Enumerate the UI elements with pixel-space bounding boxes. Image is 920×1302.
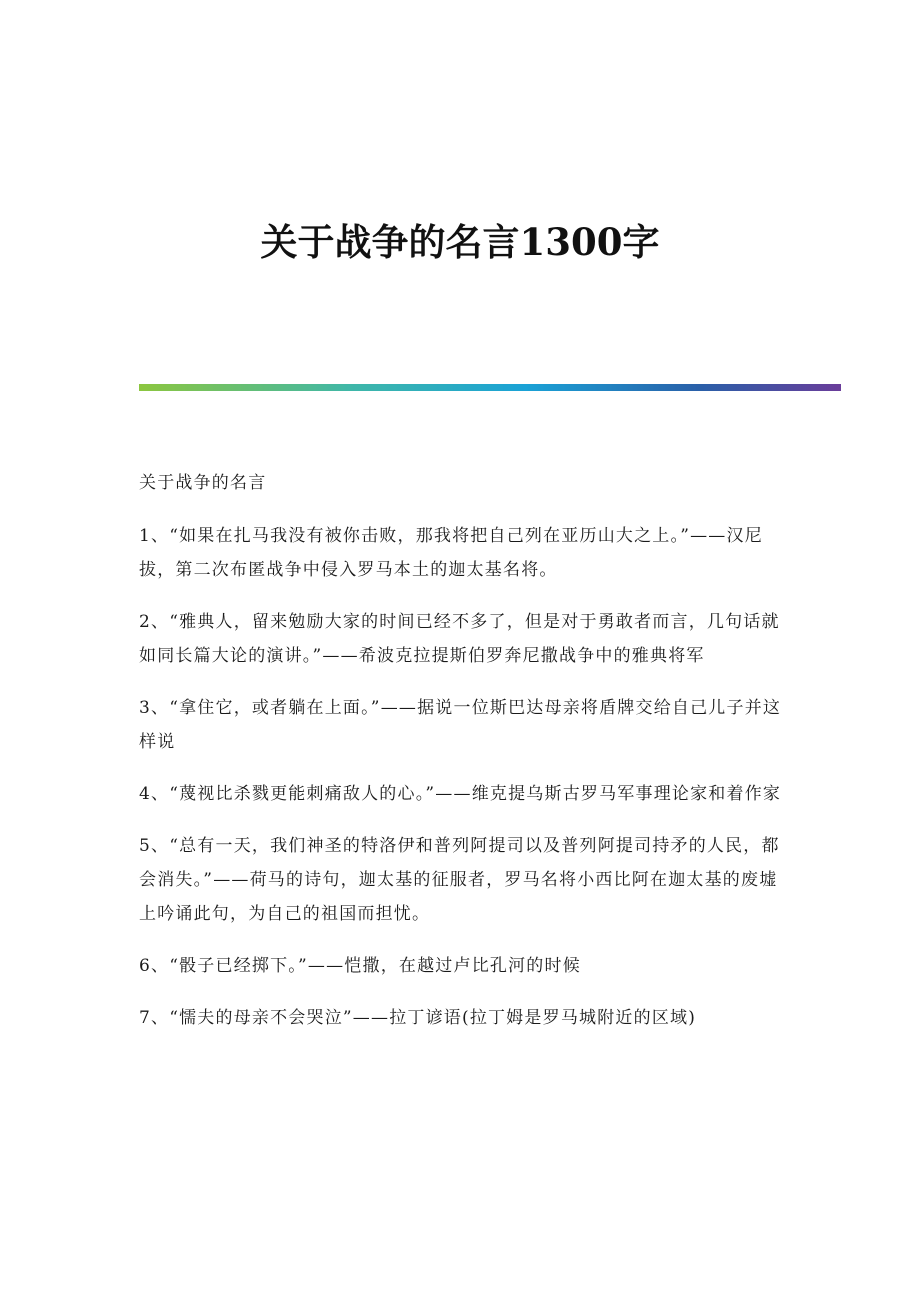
quote-paragraph: 7、“懦夫的母亲不会哭泣”——拉丁谚语(拉丁姆是罗马城附近的区域): [139, 1008, 697, 1028]
page-title: 关于战争的名言1300字: [260, 220, 660, 264]
quote-paragraph: 6、“骰子已经掷下。”——恺撒，在越过卢比孔河的时候: [139, 956, 581, 976]
quote-paragraph: 5、“总有一天，我们神圣的特洛伊和普列阿提司以及普列阿提司持矛的人民，都会消失。”——荷马的诗句，迦太基的征服者，罗马名将小西比阿在迦太基的废墟上吟诵此句，为自己的祖国而担忧。: [139, 836, 780, 924]
title-divider: [139, 384, 841, 391]
quote-paragraph: 4、“蔑视比杀戮更能刺痛敌人的心。”——维克提乌斯古罗马军事理论家和着作家: [139, 784, 782, 804]
document-body: [139, 466, 789, 1053]
quote-paragraph: 1、“如果在扎马我没有被你击败，那我将把自己列在亚历山大之上。”——汉尼拔，第二次布匿战争中侵入罗马本土的迦太基名将。: [139, 526, 763, 580]
quote-paragraph: 3、“拿住它，或者躺在上面。”——据说一位斯巴达母亲将盾牌交给自己儿子并这样说: [139, 698, 782, 752]
section-heading: 关于战争的名言: [139, 473, 267, 493]
quote-paragraph: 2、“雅典人，留来勉励大家的时间已经不多了，但是对于勇敢者而言，几句话就如同长篇大论的演讲。”——希波克拉提斯伯罗奔尼撒战争中的雅典将军: [139, 612, 780, 666]
